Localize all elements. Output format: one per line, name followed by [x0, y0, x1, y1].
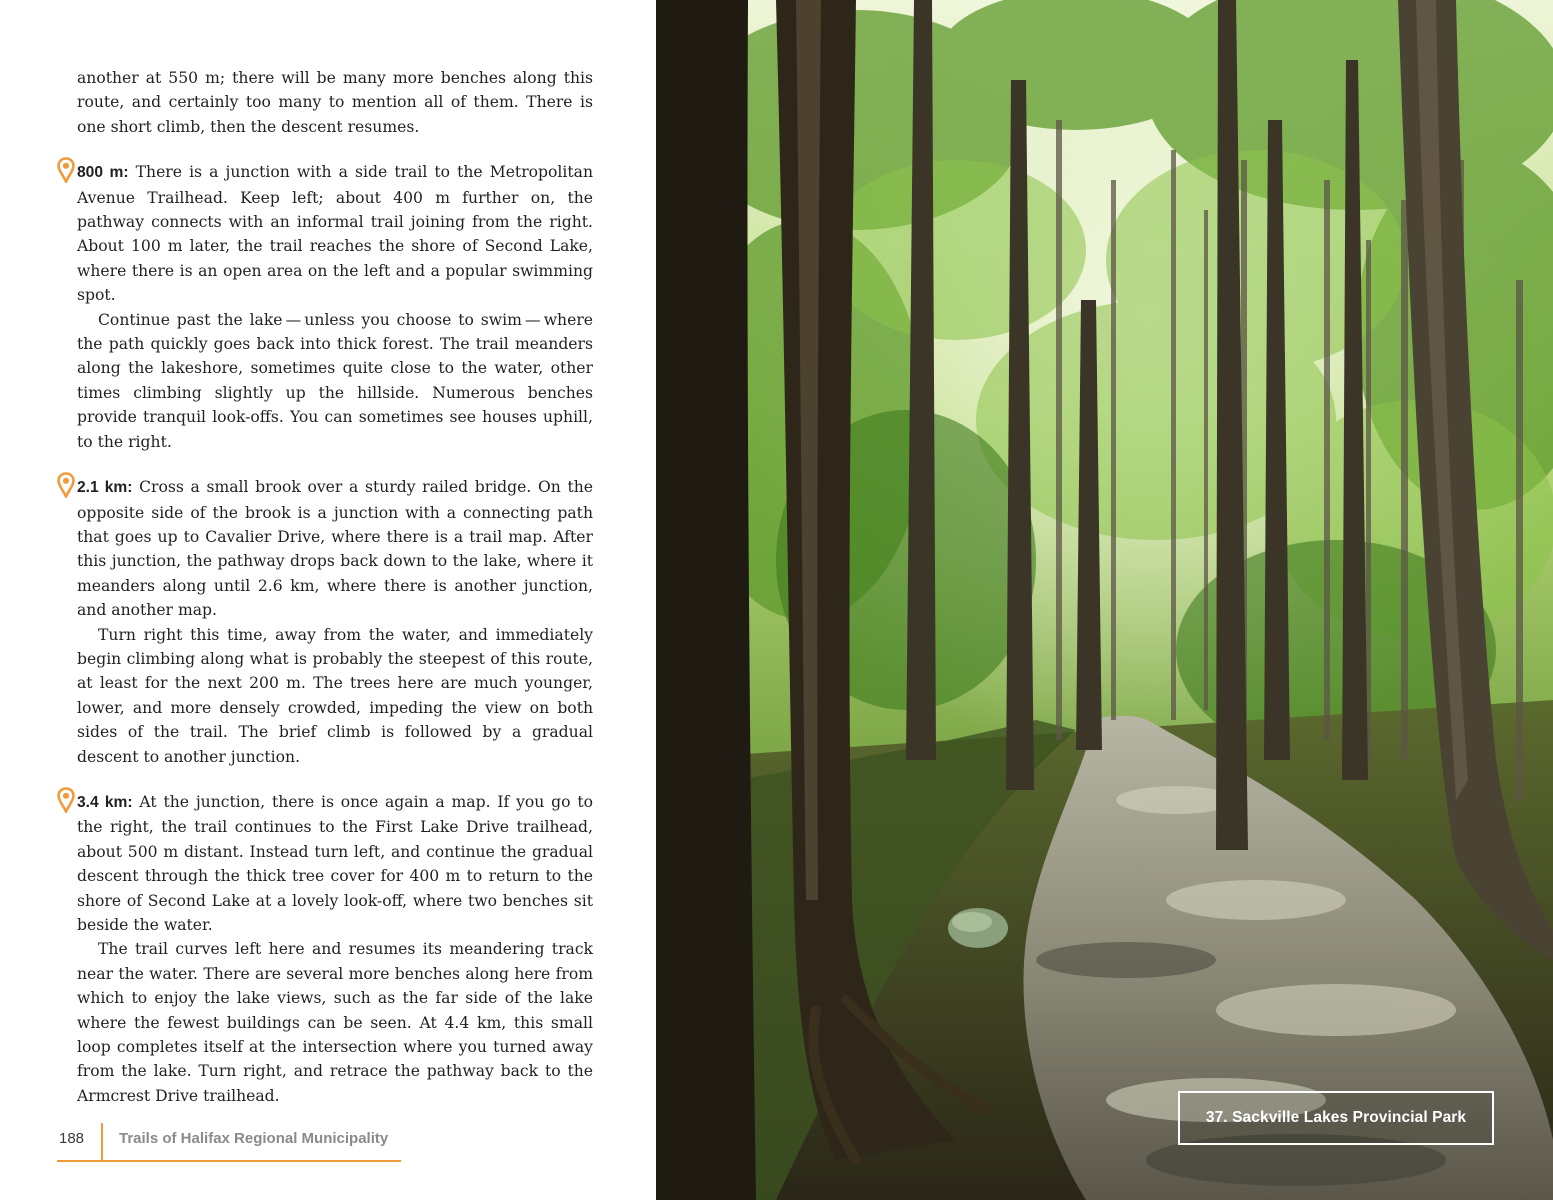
page-number: 188 [59, 1130, 85, 1147]
footer-rule [57, 1160, 401, 1162]
map-pin-icon [57, 472, 75, 498]
waypoint-label: 3.4 km: [77, 793, 133, 811]
map-pin-icon [57, 157, 75, 183]
footer-divider [101, 1123, 103, 1161]
photo-caption: 37. Sackville Lakes Provincial Park [1205, 1109, 1467, 1126]
paragraph-1: another at 550 m; there will be many more benches along this route, and certainly too many to mention all of them. There is one short climb, then the descent resumes. [77, 69, 593, 136]
waypoint-label: 2.1 km: [77, 479, 133, 497]
waypoint-3-4km [77, 790, 593, 937]
waypoint-label: 800 m: [77, 164, 129, 182]
waypoint-800m [77, 160, 593, 307]
photo-caption-box [1178, 1091, 1494, 1145]
paragraph-3: Turn right this time, away from the water, and immediately begin climbing along what is probably the steepest of this route, at least for the next 200 m. The trees here are much younger, lower, and more densely crowded, impeding the view on both sides of the trail. The brief climb is followed by a gradual descent to another junction. [77, 625, 593, 766]
forest-illustration [656, 0, 1553, 1200]
waypoint-text: Cross a small brook over a sturdy railed bridge. On the opposite side of the brook is a junction with a connecting path that goes up to Cavalier Drive, where there is a trail map. After this junction, the pathway drops back down to the lake, where it meanders along until 2.6 km, where there is another junction, and another map. [77, 478, 593, 620]
waypoint-2-1km [77, 475, 593, 622]
body-text [77, 66, 593, 1108]
waypoint-text: There is a junction with a side trail to the Metropolitan Avenue Trailhead. Keep left; about 400 m further on, the pathway connects with an informal trail joining from the right. About 100 m later, the trail reaches the shore of Second Lake, where there is an open area on the left and a popular swimming spot. [77, 163, 593, 305]
left-page [0, 0, 656, 1200]
running-footer-title: Trails of Halifax Regional Municipality [119, 1130, 389, 1147]
paragraph-2: Continue past the lake — unless you choose to swim — where the path quickly goes back into thick forest. The trail meanders along the lakeshore, sometimes quite close to the water, other times climbing slightly up the hillside. Numerous benches provide tranquil look-offs. You can sometimes see houses uphill, to the right. [77, 310, 593, 451]
waypoint-text: At the junction, there is once again a map. If you go to the right, the trail continues to the First Lake Drive trailhead, about 500 m distant. Instead turn left, and continue the gradual descent through the thick tree cover for 400 m to return to the shore of Second Lake at a lovely look-off, where two benches sit beside the water. [77, 792, 593, 934]
paragraph-4: The trail curves left here and resumes its meandering track near the water. There are several more benches along here from which to enjoy the lake views, such as the far side of the lake where the fewest buildings can be seen. At 4.4 km, this small loop completes itself at the intersection where you turned away from the lake. Turn right, and retrace the pathway back to the Armcrest Drive trailhead. [77, 940, 593, 1105]
map-pin-icon [57, 787, 75, 813]
forest-trail-photo [656, 0, 1553, 1200]
